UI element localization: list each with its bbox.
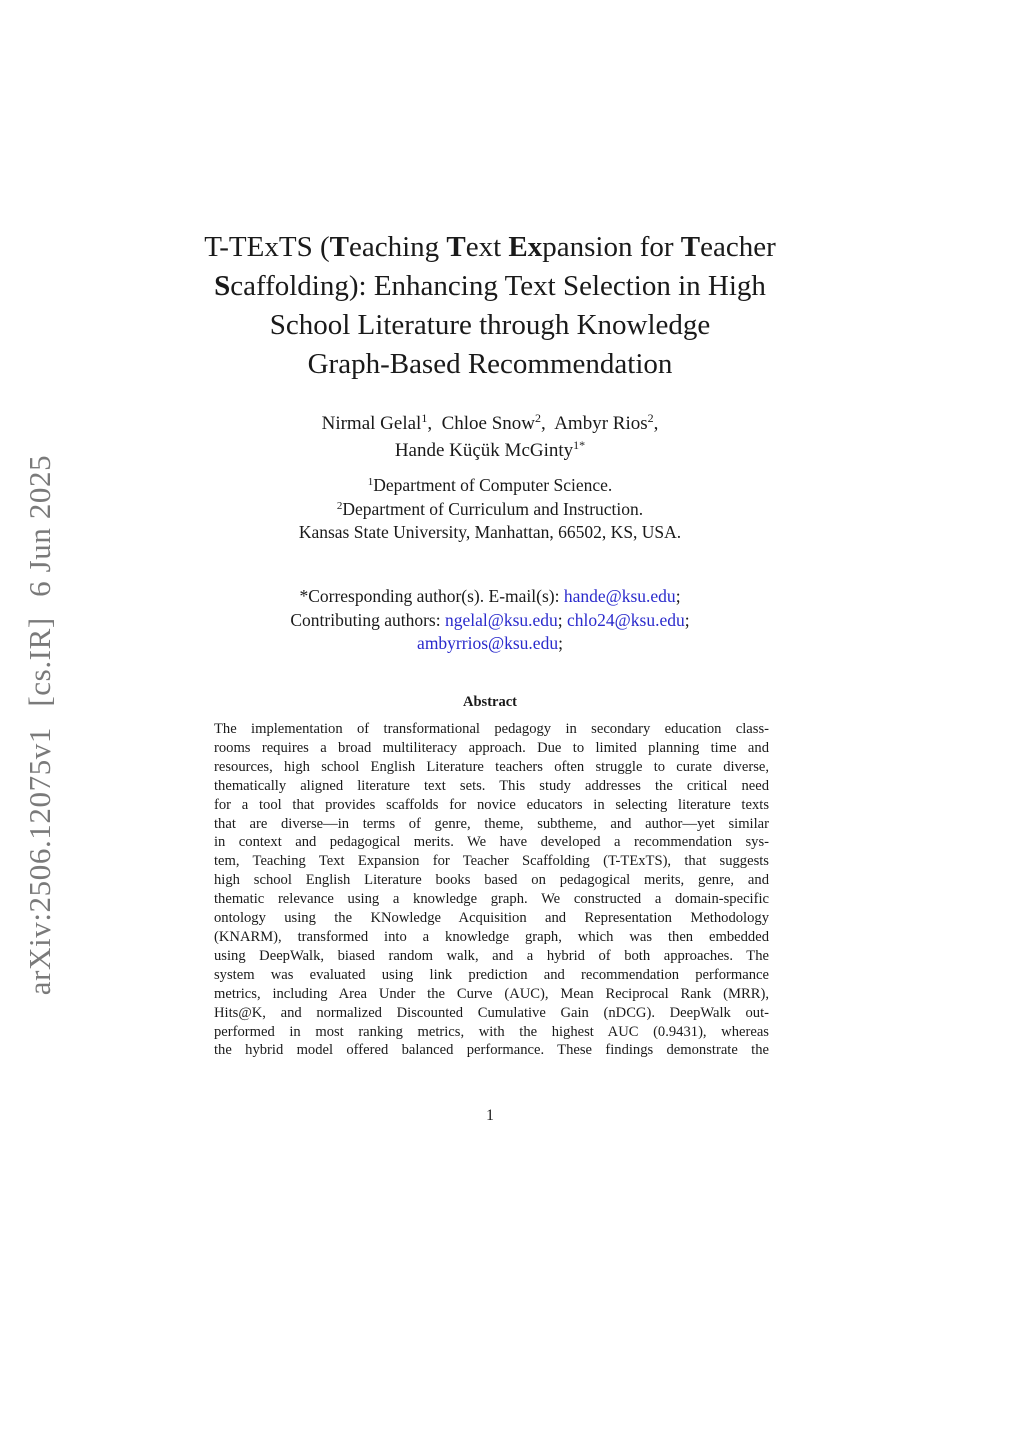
abstract-line: The implementation of transformational pedagogy in secondary education class- [214, 721, 769, 737]
affiliation-2: $^2$Department of Curriculum and Instruction. [336, 498, 644, 519]
abstract-line: Hits@K, and normalized Discounted Cumulative Gain (nDCG). DeepWalk out- [214, 1004, 769, 1021]
affiliation-1: $^1$Department of Computer Science. [367, 475, 613, 495]
email-link[interactable]: ambyrrios@ksu.edu [417, 633, 559, 653]
contributing-authors-line-2: ambyrrios@ksu.edu; [417, 633, 563, 653]
abstract-line: (KNARM), transformed into a knowledge graph, which was then embedded [214, 928, 769, 945]
abstract-line: in context and pedagogical merits. We have developed a recommendation sys- [214, 834, 769, 851]
abstract-line: tem, Teaching Text Expansion for Teacher Scaffolding (T-TExTS), that suggests [214, 853, 769, 870]
author-name: Hande Küçük McGinty [394, 440, 574, 461]
author-list [170, 410, 810, 464]
abstract-line: using DeepWalk, biased random walk, and a hybrid of both approaches. The [214, 947, 769, 964]
affiliation-3: Kansas State University, Manhattan, 66502, KS, USA. [298, 522, 682, 542]
arxiv-date: 6 Jun 2025 [22, 454, 57, 597]
arxiv-identifier-stamp [22, 449, 58, 1001]
abstract-line: rooms requires a broad multiliteracy approach. Due to limited planning time and [214, 739, 769, 756]
page-number: 1 [486, 1107, 494, 1124]
email-link[interactable]: ngelal@ksu.edu [444, 609, 558, 630]
email-link[interactable]: chlo24@ksu.edu [567, 609, 685, 630]
arxiv-category: [cs.IR] [22, 617, 57, 707]
author-name: Nirmal Gelal [321, 413, 422, 434]
abstract-line: that are diverse—in terms of genre, theme, subtheme, and author—yet similar [214, 815, 769, 832]
abstract-line: resources, high school English Literature teachers often struggle to curate diverse, [214, 758, 769, 775]
corresponding-author-line: *Corresponding author(s). E-mail(s): hande@ksu.edu; [299, 586, 681, 606]
email-link[interactable]: hande@ksu.edu [563, 586, 676, 606]
abstract-line: ontology using the KNowledge Acquisition and Representation Methodology [214, 910, 769, 927]
affiliations [170, 474, 810, 545]
abstract-line: thematic relevance using a knowledge graph. We constructed a domain-specific [214, 891, 769, 908]
author-line-2: Hande Küçük McGinty$^{1*}$ [394, 438, 586, 461]
title-line-4: Graph-Based Recommendation [307, 348, 673, 380]
arxiv-id[interactable]: arXiv:2506.12075v1 [22, 726, 57, 996]
abstract-heading: Abstract [463, 694, 517, 710]
abstract-line: performed in most ranking metrics, with the highest AUC (0.9431), whereas [214, 1023, 769, 1040]
abstract-line: thematically aligned literature text sets. This study addresses the critical need [214, 777, 769, 794]
abstract-line: for a tool that provides scaffolds for novice educators in selecting literature texts [214, 796, 769, 813]
author-name: Chloe Snow [441, 413, 535, 434]
contact-emails [170, 585, 810, 656]
abstract-line: the hybrid model offered balanced performance. These findings demonstrate the [214, 1042, 769, 1059]
contributing-authors-line: Contributing authors: ngelal@ksu.edu; chlo24@ksu.edu; [290, 609, 690, 630]
author-line-1: Nirmal Gelal$^1$, Chloe Snow$^2$, Ambyr Rios$^2$, [321, 411, 659, 434]
paper-title [170, 228, 810, 384]
title-line-1: T-TExTS (Teaching Text Expansion for Teacher [204, 231, 776, 263]
abstract-line: high school English Literature books based on pedagogical merits, genre, and [214, 872, 769, 889]
author-name: Ambyr Rios [554, 413, 648, 434]
title-line-2: Scaffolding): Enhancing Text Selection in High [214, 270, 766, 302]
abstract-line: metrics, including Area Under the Curve (AUC), Mean Reciprocal Rank (MRR), [214, 985, 769, 1002]
title-line-3: School Literature through Knowledge [269, 309, 711, 341]
abstract-body [214, 720, 769, 1060]
abstract-line: system was evaluated using link prediction and recommendation performance [214, 966, 769, 983]
